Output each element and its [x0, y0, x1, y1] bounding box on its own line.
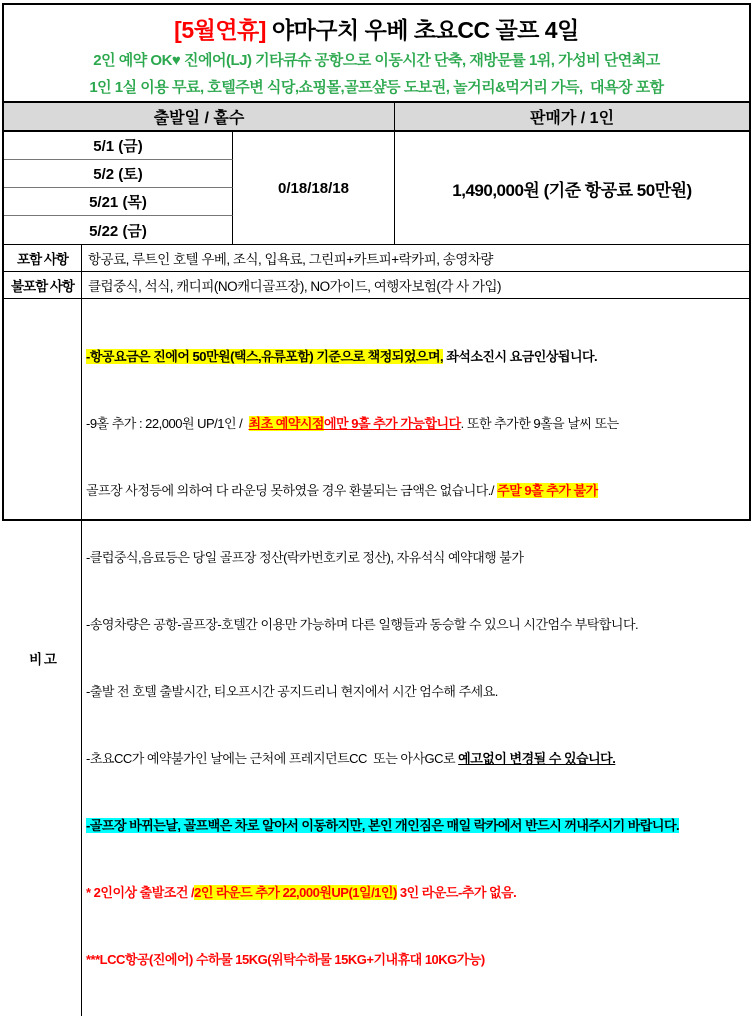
page-title: [4, 5, 749, 47]
departure-date-cell: 5/21 (목): [4, 188, 233, 216]
note-airfare-basis: -항공요금은 진에어 50만원(택스,유류포함) 기준으로 책정되었으며, 좌석소진시 요금인상됩니다.: [86, 349, 598, 364]
note-airfare-highlight: -항공요금은 진에어 50만원(택스,유류포함) 기준으로 책정되었으며,: [86, 349, 444, 364]
notes-content: [82, 299, 749, 1016]
schedule-table: [4, 101, 749, 245]
subtitle-line-2: 1인 1실 이용 무료, 호텔주변 식당,쇼핑몰,골프샾등 도보권, 놀거리&먹거리 가득, 대욕장 포함: [89, 79, 664, 96]
column-header-price: 판매가 / 1인: [395, 103, 749, 132]
note-booking-time-highlight: 최초 예약시점: [248, 416, 324, 431]
included-row: [4, 245, 749, 272]
note-weekend-9holes-highlight: 주말 9홀 추가 불가: [497, 483, 598, 498]
departure-date-cell: 5/1 (금): [4, 132, 233, 160]
note-extra-9holes: -9홀 추가 : 22,000원 UP/1인 / 최초 예약시점에만 9홀 추가 가능합니다. 또한 추가한 9홀을 날씨 또는: [86, 416, 619, 431]
holes-count-cell: 0/18/18/18: [233, 132, 395, 244]
banner: [4, 5, 749, 101]
excluded-label: 불포함 사항: [4, 272, 82, 299]
subtitle-line-1: 2인 예약 OK♥ 진에어(LJ) 기타큐슈 공항으로 이동시간 단축, 재방문률 1위, 가성비 단연최고: [93, 52, 660, 69]
included-label: 포함 사항: [4, 245, 82, 272]
excluded-row: [4, 272, 749, 299]
note-shuttle: -송영차량은 공항-골프장-호텔간 이용만 가능하며 다른 일행들과 동승할 수 있으니 시간엄수 부탁합니다.: [86, 617, 639, 632]
note-club-lunch: -클럽중식,음료등은 당일 골프장 정산(락카번호키로 정산), 자유석식 예약대행 불가: [86, 550, 524, 565]
note-2person-condition: * 2인이상 출발조건 /2인 라운드 추가 22,000원UP(1일/1인) 3인 라운드-추가 없음.: [86, 885, 517, 900]
note-locker-highlight: -골프장 바뀌는날, 골프백은 차로 알아서 이동하지만, 본인 개인짐은 매일 락카에서 반드시 꺼내주시기 바랍니다.: [86, 818, 680, 833]
tour-notice-sheet: [2, 3, 751, 967]
title-main-text: 야마구치 우베 초요CC 골프 4일: [265, 17, 579, 43]
note-course-change: -초요CC가 예약불가인 날에는 근처에 프레지던트CC 또는 아사GC로 예고없이 변경될 수 있습니다.: [86, 751, 616, 766]
price-cell: 1,490,000원 (기준 항공료 50만원): [452, 180, 692, 200]
note-teeoff-time: -출발 전 호텔 출발시간, 티오프시간 공지드리니 현지에서 시간 엄수해 주세요.: [86, 684, 498, 699]
title-holiday-tag: [5월연휴]: [174, 17, 266, 43]
note-no-refund: 골프장 사정등에 의하여 다 라운딩 못하였을 경우 환불되는 금액은 없습니다./ 주말 9홀 추가 불가: [86, 483, 598, 498]
column-header-departure-holes: 출발일 / 홀수: [4, 103, 395, 132]
included-content: 항공료, 루트인 호텔 우베, 조식, 입욕료, 그린피+카트피+락카피, 송영차량: [82, 245, 749, 272]
notes-label: 비 고: [4, 299, 82, 1016]
note-change-warning: 예고없이 변경될 수 있습니다.: [458, 751, 616, 766]
note-baggage-allowance: ***LCC항공(진에어) 수하물 15KG(위탁수하물 15KG+기내휴대 10KG가능): [86, 952, 485, 967]
excluded-content: 클럽중식, 석식, 캐디피(NO캐디골프장), NO가이드, 여행자보험(각 사 가입): [82, 272, 749, 299]
note-locker-reminder: [86, 815, 749, 837]
departure-date-cell: 5/22 (금): [4, 216, 233, 244]
departure-date-cell: 5/2 (토): [4, 160, 233, 188]
notes-row: [4, 299, 749, 1016]
note-2person-round-highlight: 2인 라운드 추가 22,000원UP(1일/1인): [194, 885, 397, 900]
